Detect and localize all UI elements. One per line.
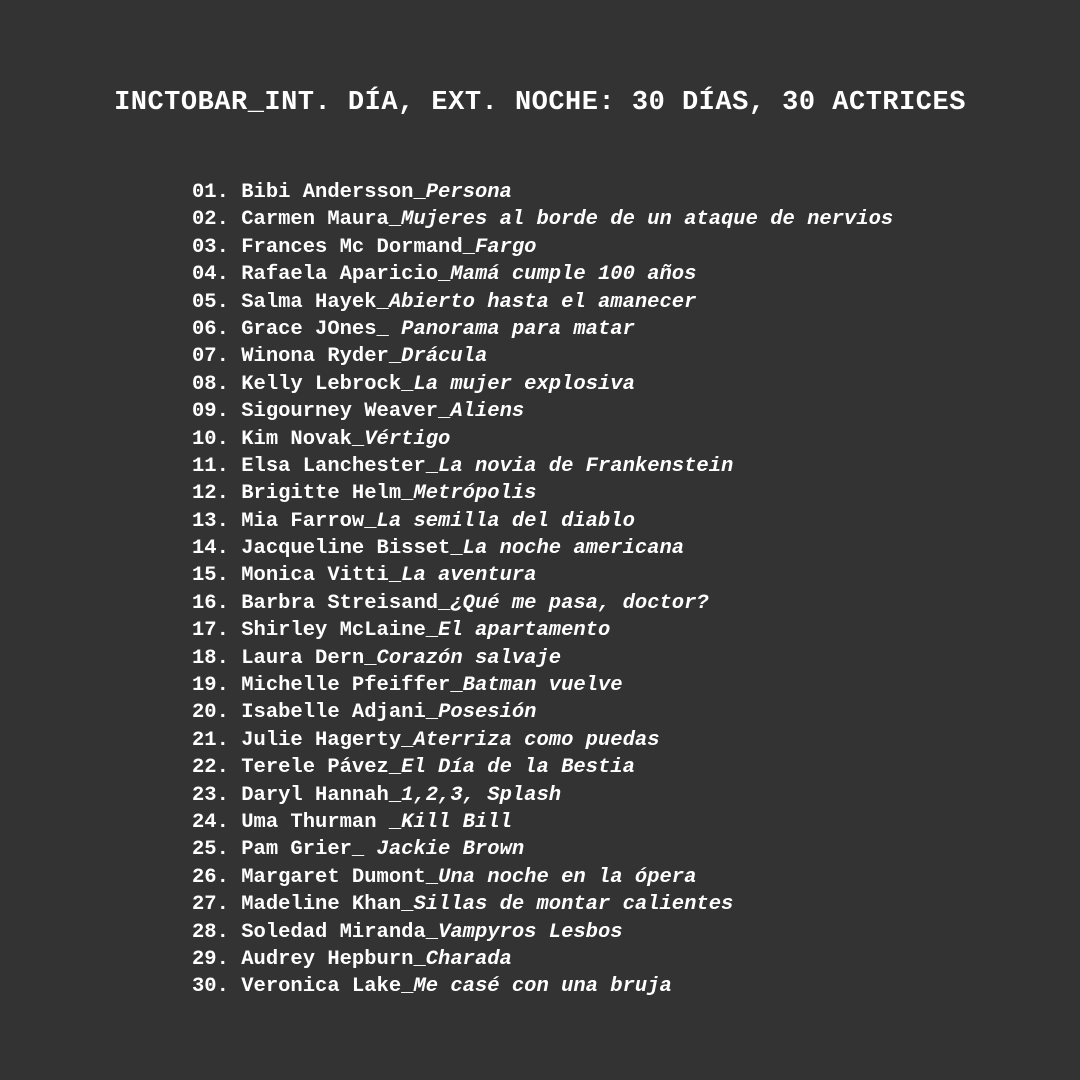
film-title: Sillas de montar calientes bbox=[413, 893, 734, 917]
actress-name: Julie Hagerty_ bbox=[241, 728, 414, 752]
film-title: La aventura bbox=[401, 564, 537, 588]
actress-name: Salma Hayek_ bbox=[241, 290, 389, 314]
item-number: 08. bbox=[192, 372, 229, 396]
film-title: Aterriza como puedas bbox=[413, 728, 660, 752]
list-item bbox=[192, 782, 893, 809]
actress-name: Terele Pávez_ bbox=[241, 756, 402, 780]
film-title: Vértigo bbox=[364, 427, 451, 451]
list-item bbox=[192, 645, 893, 672]
item-number: 16. bbox=[192, 591, 229, 615]
film-title: Kill Bill bbox=[401, 810, 512, 834]
film-title: Charada bbox=[425, 947, 512, 971]
item-number: 24. bbox=[192, 810, 229, 834]
item-number: 12. bbox=[192, 482, 229, 506]
film-title: La mujer explosiva bbox=[413, 372, 635, 396]
actress-name: Mia Farrow_ bbox=[241, 509, 377, 533]
item-number: 23. bbox=[192, 783, 229, 807]
item-number: 30. bbox=[192, 975, 229, 999]
list-item bbox=[192, 809, 893, 836]
actress-name: Margaret Dumont_ bbox=[241, 865, 439, 889]
list-item bbox=[192, 316, 893, 343]
item-number: 26. bbox=[192, 865, 229, 889]
film-title: Metrópolis bbox=[413, 482, 537, 506]
list-item bbox=[192, 480, 893, 507]
list-item bbox=[192, 261, 893, 288]
film-title: Posesión bbox=[438, 701, 537, 725]
actress-name: Madeline Khan_ bbox=[241, 893, 414, 917]
actress-name: Veronica Lake_ bbox=[241, 975, 414, 999]
film-title: Fargo bbox=[474, 235, 537, 259]
list-item bbox=[192, 562, 893, 589]
list-item bbox=[192, 617, 893, 644]
list-item bbox=[192, 371, 893, 398]
list-item bbox=[192, 426, 893, 453]
actress-name: Grace JOnes_ bbox=[241, 317, 402, 341]
film-title: Mamá cumple 100 años bbox=[450, 263, 697, 287]
film-title: Drácula bbox=[401, 345, 488, 369]
item-number: 03. bbox=[192, 235, 229, 259]
actress-name: Kim Novak_ bbox=[241, 427, 365, 451]
actress-name: Kelly Lebrock_ bbox=[241, 372, 414, 396]
list-item bbox=[192, 289, 893, 316]
item-number: 14. bbox=[192, 537, 229, 561]
list-item bbox=[192, 836, 893, 863]
item-number: 01. bbox=[192, 181, 229, 204]
actress-name: Audrey Hepburn_ bbox=[241, 947, 426, 971]
film-title: Jackie Brown bbox=[376, 838, 525, 862]
item-number: 04. bbox=[192, 263, 229, 287]
item-number: 13. bbox=[192, 509, 229, 533]
film-title: El Día de la Bestia bbox=[401, 756, 635, 780]
film-title: Batman vuelve bbox=[462, 674, 623, 698]
list-item bbox=[192, 398, 893, 425]
item-number: 19. bbox=[192, 674, 229, 698]
list-item bbox=[192, 699, 893, 726]
film-title: Panorama para matar bbox=[401, 317, 635, 341]
list-item bbox=[192, 973, 893, 1000]
list-item bbox=[192, 672, 893, 699]
item-number: 17. bbox=[192, 619, 229, 643]
actress-name: Winona Ryder_ bbox=[241, 345, 402, 369]
film-title: El apartamento bbox=[438, 619, 611, 643]
list-item bbox=[192, 946, 893, 973]
list-item bbox=[192, 727, 893, 754]
actress-name: Barbra Streisand_ bbox=[241, 591, 451, 615]
item-number: 07. bbox=[192, 345, 229, 369]
list-item bbox=[192, 508, 893, 535]
actress-name: Pam Grier_ bbox=[241, 838, 377, 862]
actress-name: Isabelle Adjani_ bbox=[241, 701, 439, 725]
list-item bbox=[192, 206, 893, 233]
list-item bbox=[192, 234, 893, 261]
list-item bbox=[192, 864, 893, 891]
film-title: La novia de Frankenstein bbox=[438, 454, 734, 478]
film-title: Me casé con una bruja bbox=[413, 975, 672, 999]
item-number: 29. bbox=[192, 947, 229, 971]
item-number: 05. bbox=[192, 290, 229, 314]
actress-list bbox=[192, 179, 893, 1001]
film-title: La semilla del diablo bbox=[376, 509, 635, 533]
list-item bbox=[192, 919, 893, 946]
list-item bbox=[192, 179, 893, 206]
list-item bbox=[192, 891, 893, 918]
list-item bbox=[192, 590, 893, 617]
actress-name: Soledad Miranda_ bbox=[241, 920, 439, 944]
item-number: 25. bbox=[192, 838, 229, 862]
list-item bbox=[192, 343, 893, 370]
list-item bbox=[192, 754, 893, 781]
actress-name: Frances Mc Dormand_ bbox=[241, 235, 475, 259]
actress-name: Rafaela Aparicio_ bbox=[241, 263, 451, 287]
actress-name: Brigitte Helm_ bbox=[241, 482, 414, 506]
item-number: 28. bbox=[192, 920, 229, 944]
actress-name: Bibi Andersson_ bbox=[241, 181, 426, 204]
actress-name: Uma Thurman _ bbox=[241, 810, 402, 834]
item-number: 20. bbox=[192, 701, 229, 725]
film-title: Una noche en la ópera bbox=[438, 865, 697, 889]
item-number: 09. bbox=[192, 400, 229, 424]
actress-name: Elsa Lanchester_ bbox=[241, 454, 439, 478]
actress-name: Shirley McLaine_ bbox=[241, 619, 439, 643]
actress-name: Jacqueline Bisset_ bbox=[241, 537, 463, 561]
film-title: Persona bbox=[425, 181, 512, 204]
item-number: 11. bbox=[192, 454, 229, 478]
item-number: 22. bbox=[192, 756, 229, 780]
item-number: 18. bbox=[192, 646, 229, 670]
film-title: Mujeres al borde de un ataque de nervios bbox=[401, 208, 894, 232]
list-item bbox=[192, 535, 893, 562]
film-title: 1,2,3, Splash bbox=[401, 783, 562, 807]
list-item bbox=[192, 453, 893, 480]
actress-name: Michelle Pfeiffer_ bbox=[241, 674, 463, 698]
film-title: Vampyros Lesbos bbox=[438, 920, 623, 944]
actress-name: Sigourney Weaver_ bbox=[241, 400, 451, 424]
film-title: ¿Qué me pasa, doctor? bbox=[450, 591, 709, 615]
film-title: Corazón salvaje bbox=[376, 646, 562, 670]
film-title: La noche americana bbox=[462, 537, 685, 561]
page-title: INCTOBAR_INT. DÍA, EXT. NOCHE: 30 DÍAS, 30 ACTRICES bbox=[114, 88, 966, 118]
actress-name: Carmen Maura_ bbox=[241, 208, 402, 232]
item-number: 02. bbox=[192, 208, 229, 232]
actress-name: Daryl Hannah_ bbox=[241, 783, 402, 807]
item-number: 06. bbox=[192, 317, 229, 341]
item-number: 10. bbox=[192, 427, 229, 451]
item-number: 21. bbox=[192, 728, 229, 752]
actress-name: Laura Dern_ bbox=[241, 646, 377, 670]
item-number: 27. bbox=[192, 893, 229, 917]
item-number: 15. bbox=[192, 564, 229, 588]
film-title: Abierto hasta el amanecer bbox=[388, 290, 697, 314]
film-title: Aliens bbox=[450, 400, 525, 424]
actress-name: Monica Vitti_ bbox=[241, 564, 402, 588]
